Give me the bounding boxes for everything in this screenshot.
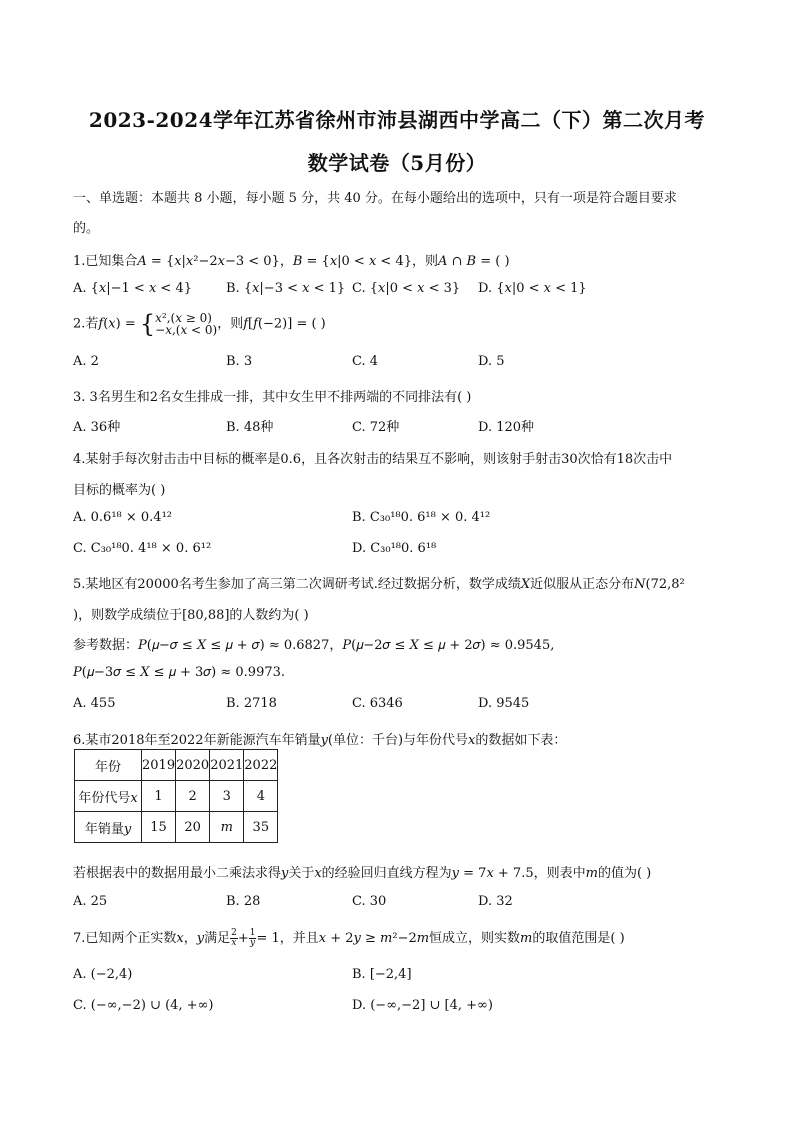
table-cell: 3 bbox=[210, 781, 244, 812]
question-2-prefix: 2.若𝑓(𝑥) = bbox=[73, 316, 140, 332]
question-2-case1: 𝑥²,(𝑥 ≥ 0) bbox=[155, 311, 212, 325]
question-1-option-d: D. {𝑥|0 < 𝑥 < 1} bbox=[478, 281, 587, 296]
table-cell: 20 bbox=[176, 812, 210, 843]
fraction-denominator: 𝑥 bbox=[231, 938, 237, 948]
table-cell: 年销量𝑦 bbox=[75, 812, 142, 843]
question-1-option-b: B. {𝑥|−3 < 𝑥 < 1} bbox=[226, 281, 346, 296]
fraction-2-over-x bbox=[230, 929, 238, 948]
question-3-option-a: A. 36种 bbox=[73, 420, 121, 435]
question-2-option-b: B. 3 bbox=[226, 354, 253, 369]
question-2-option-c: C. 4 bbox=[352, 354, 379, 369]
question-6-data-table bbox=[74, 749, 278, 843]
question-7-option-d: D. (−∞,−2] ∪ [4, +∞) bbox=[352, 998, 493, 1013]
question-4-option-c: C. C₃₀¹⁸0. 4¹⁸ × 0. 6¹² bbox=[73, 541, 212, 556]
question-6-stem: 6.某市2018年至2022年新能源汽车年销量𝑦(单位：千台)与年份代号𝑥的数据如下表： bbox=[73, 733, 567, 748]
question-1-option-c: C. {𝑥|0 < 𝑥 < 3} bbox=[352, 281, 461, 296]
question-5-reference-line1: 参考数据：𝑃(𝜇−𝜎 ≤ 𝑋 ≤ 𝜇 + 𝜎) ≈ 0.6827，𝑃(𝜇−2𝜎 ≤ 𝑋 ≤ 𝜇 + 2𝜎) ≈ 0.9545, bbox=[73, 638, 555, 653]
question-7-option-a: A. (−2,4) bbox=[73, 967, 133, 982]
question-2-case2: −𝑥,(𝑥 < 0) bbox=[155, 323, 218, 337]
question-5-reference-line2: 𝑃(𝜇−3𝜎 ≤ 𝑋 ≤ 𝜇 + 3𝜎) ≈ 0.9973. bbox=[73, 665, 286, 680]
question-6-option-d: D. 32 bbox=[478, 894, 513, 909]
table-cell: 𝑚 bbox=[210, 812, 244, 843]
question-3-stem: 3. 3名男生和2名女生排成一排，其中女生甲不排两端的不同排法有( ) bbox=[73, 390, 472, 405]
question-7-suffix: = 1，并且𝑥 + 2𝑦 ≥ 𝑚²−2𝑚恒成立，则实数𝑚的取值范围是( ) bbox=[256, 931, 625, 946]
question-5-option-d: D. 9545 bbox=[478, 696, 530, 711]
question-4-option-a: A. 0.6¹⁸ × 0.4¹² bbox=[73, 510, 173, 525]
question-4-option-b: B. C₃₀¹⁸0. 6¹⁸ × 0. 4¹² bbox=[352, 510, 491, 525]
question-5-option-c: C. 6346 bbox=[352, 696, 403, 711]
fraction-denominator: 𝑦 bbox=[250, 938, 256, 948]
table-cell: 2022 bbox=[244, 750, 278, 781]
question-2-option-d: D. 5 bbox=[478, 354, 505, 369]
question-6-option-b: B. 28 bbox=[226, 894, 261, 909]
table-cell: 年份 bbox=[75, 750, 142, 781]
question-2-piecewise bbox=[155, 312, 217, 336]
question-5-stem-line1: 5.某地区有20000名考生参加了高三第二次调研考试.经过数据分析，数学成绩𝑋近似服从正态分布𝑁(72,8² bbox=[73, 577, 685, 592]
table-cell: 35 bbox=[244, 812, 278, 843]
question-3-option-c: C. 72种 bbox=[352, 420, 400, 435]
question-1-option-a: A. {𝑥|−1 < 𝑥 < 4} bbox=[73, 281, 192, 296]
question-6-option-c: C. 30 bbox=[352, 894, 387, 909]
question-5-stem-line2: )，则数学成绩位于[80,88]的人数约为( ) bbox=[73, 608, 309, 623]
question-3-option-b: B. 48种 bbox=[226, 420, 274, 435]
question-7-option-b: B. [−2,4] bbox=[352, 967, 412, 982]
question-7-option-c: C. (−∞,−2) ∪ (4, +∞) bbox=[73, 998, 214, 1013]
question-1-stem: 1.已知集合𝐴 = {𝑥|𝑥²−2𝑥−3 < 0}，𝐵 = {𝑥|0 < 𝑥 < 4}，则𝐴 ∩ 𝐵 = ( ) bbox=[73, 254, 510, 269]
section-instructions-line1: 一、单选题：本题共 8 小题，每小题 5 分，共 40 分。在每小题给出的选项中，只有一项是符合题目要求 bbox=[73, 191, 677, 206]
question-6-stem-line2: 若根据表中的数据用最小二乘法求得𝑦关于𝑥的经验回归直线方程为𝑦 = 7𝑥 + 7.5，则表中𝑚的值为( ) bbox=[73, 866, 652, 881]
brace-symbol: { bbox=[139, 310, 156, 338]
question-2-stem bbox=[73, 310, 326, 338]
question-7-stem bbox=[73, 927, 625, 948]
question-4-stem-line1: 4.某射手每次射击击中目标的概率是0.6，且各次射击的结果互不影响，则该射手射击30次恰有18次击中 bbox=[73, 452, 673, 467]
question-6-option-a: A. 25 bbox=[73, 894, 108, 909]
question-7-prefix: 7.已知两个正实数𝑥，𝑦满足 bbox=[73, 931, 231, 946]
table-cell: 2019 bbox=[142, 750, 176, 781]
question-2-option-a: A. 2 bbox=[73, 354, 99, 369]
table-cell: 2021 bbox=[210, 750, 244, 781]
plus-sign: + bbox=[237, 931, 249, 946]
table-row bbox=[75, 812, 278, 843]
question-4-stem-line2: 目标的概率为( ) bbox=[73, 483, 166, 498]
table-cell: 1 bbox=[142, 781, 176, 812]
table-cell: 4 bbox=[244, 781, 278, 812]
exam-title-line2: 数学试卷（5月份） bbox=[307, 151, 487, 175]
fraction-numerator: 1 bbox=[249, 928, 256, 938]
fraction-numerator: 2 bbox=[231, 928, 237, 938]
table-row bbox=[75, 750, 278, 781]
question-2-suffix: ，则𝑓[𝑓(−2)] = ( ) bbox=[217, 316, 326, 332]
section-instructions-line2: 的。 bbox=[73, 221, 100, 236]
table-cell: 2020 bbox=[176, 750, 210, 781]
table-row bbox=[75, 781, 278, 812]
question-4-option-d: D. C₃₀¹⁸0. 6¹⁸ bbox=[352, 541, 437, 556]
question-3-option-d: D. 120种 bbox=[478, 420, 535, 435]
question-5-option-a: A. 455 bbox=[73, 696, 116, 711]
table-cell: 2 bbox=[176, 781, 210, 812]
table-cell: 15 bbox=[142, 812, 176, 843]
table-cell: 年份代号𝑥 bbox=[75, 781, 142, 812]
question-5-option-b: B. 2718 bbox=[226, 696, 277, 711]
exam-title-line1: 2023-2024学年江苏省徐州市沛县湖西中学高二（下）第二次月考 bbox=[88, 108, 706, 132]
